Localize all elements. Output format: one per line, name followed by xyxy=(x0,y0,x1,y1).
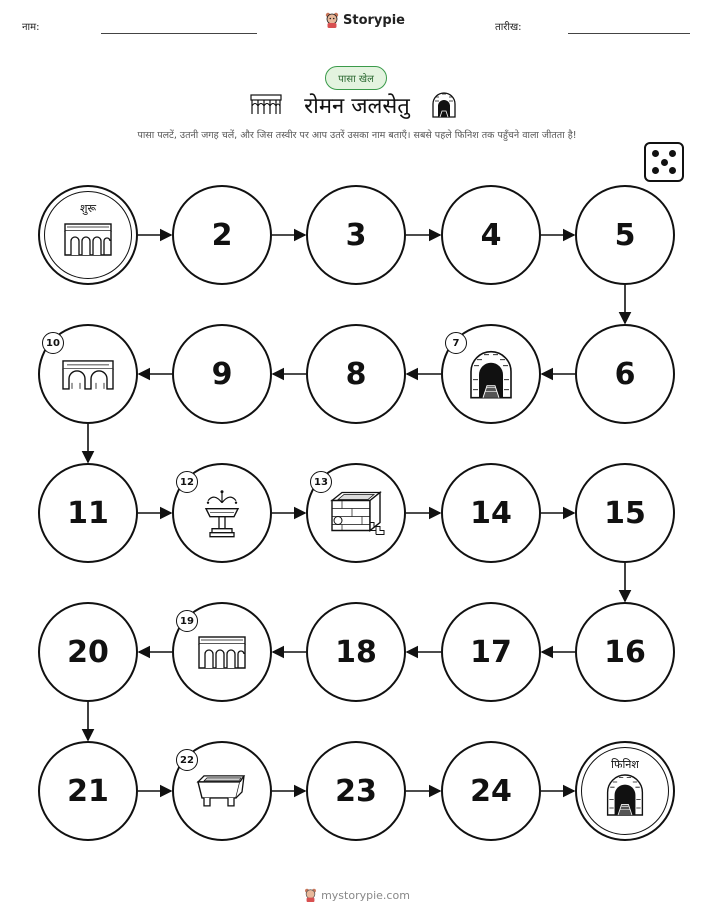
page-title: रोमन जलसेतु xyxy=(304,94,410,119)
space-number: 20 xyxy=(67,634,109,670)
board-space-5 xyxy=(575,185,675,285)
game-type-badge: पासा खेल xyxy=(325,66,387,90)
space-number: 17 xyxy=(470,634,512,670)
finish-label: फिनिश xyxy=(611,758,639,771)
trough-icon xyxy=(194,774,250,812)
space-number: 5 xyxy=(614,217,636,253)
space-number-badge: 19 xyxy=(176,610,198,632)
finish-space xyxy=(575,741,675,841)
board-space-21 xyxy=(38,741,138,841)
space-number: 9 xyxy=(211,356,233,392)
space-number: 23 xyxy=(335,773,377,809)
board-space-15 xyxy=(575,463,675,563)
reservoir-icon xyxy=(324,491,388,541)
start-label: शुरू xyxy=(79,202,97,215)
space-number: 24 xyxy=(470,773,512,809)
instructions-text: पासा पलटें, उतनी जगह चलें, और जिस तस्वीर पर आप उतरें उसका नाम बताएँ। सबसे पहले फिनिश तक पहुँचने वाला जीतता है! xyxy=(137,130,577,141)
fountain-icon xyxy=(200,489,244,543)
board-space-23 xyxy=(306,741,406,841)
board-space-3 xyxy=(306,185,406,285)
board-space-19 xyxy=(172,602,272,702)
space-number-badge: 13 xyxy=(310,471,332,493)
board-space-20 xyxy=(38,602,138,702)
board-space-18 xyxy=(306,602,406,702)
board-space-11 xyxy=(38,463,138,563)
aqueduct-icon xyxy=(197,634,247,674)
space-number: 18 xyxy=(335,634,377,670)
arch-bridge-icon xyxy=(61,357,115,395)
aqueduct-icon xyxy=(63,221,113,261)
board-space-4 xyxy=(441,185,541,285)
date-label: तारीख: xyxy=(495,22,522,33)
board-space-24 xyxy=(441,741,541,841)
space-number: 8 xyxy=(345,356,367,392)
space-number: 3 xyxy=(345,217,367,253)
brand-name: Storypie xyxy=(343,12,405,28)
footer-url: mystorypie.com xyxy=(321,888,410,902)
space-number-badge: 10 xyxy=(42,332,64,354)
tunnel-icon xyxy=(468,350,514,404)
space-number: 2 xyxy=(211,217,233,253)
space-number-badge: 22 xyxy=(176,749,198,771)
space-number-badge: 7 xyxy=(445,332,467,354)
board-space-13 xyxy=(306,463,406,563)
board-space-2 xyxy=(172,185,272,285)
board-space-17 xyxy=(441,602,541,702)
space-number: 14 xyxy=(470,495,512,531)
space-number: 4 xyxy=(480,217,502,253)
board-space-12 xyxy=(172,463,272,563)
board-space-14 xyxy=(441,463,541,563)
board-space-9 xyxy=(172,324,272,424)
space-number: 16 xyxy=(604,634,646,670)
space-number: 11 xyxy=(67,495,109,531)
space-number: 6 xyxy=(614,356,636,392)
board-space-6 xyxy=(575,324,675,424)
space-number: 15 xyxy=(604,495,646,531)
board-space-10 xyxy=(38,324,138,424)
board-space-22 xyxy=(172,741,272,841)
board-space-16 xyxy=(575,602,675,702)
footer xyxy=(0,888,714,902)
bear-logo-icon xyxy=(304,888,317,902)
board-space-7 xyxy=(441,324,541,424)
name-label: नाम: xyxy=(22,22,40,33)
tunnel-icon xyxy=(605,773,645,821)
start-space xyxy=(38,185,138,285)
space-number-badge: 12 xyxy=(176,471,198,493)
board-space-8 xyxy=(306,324,406,424)
space-number: 21 xyxy=(67,773,109,809)
